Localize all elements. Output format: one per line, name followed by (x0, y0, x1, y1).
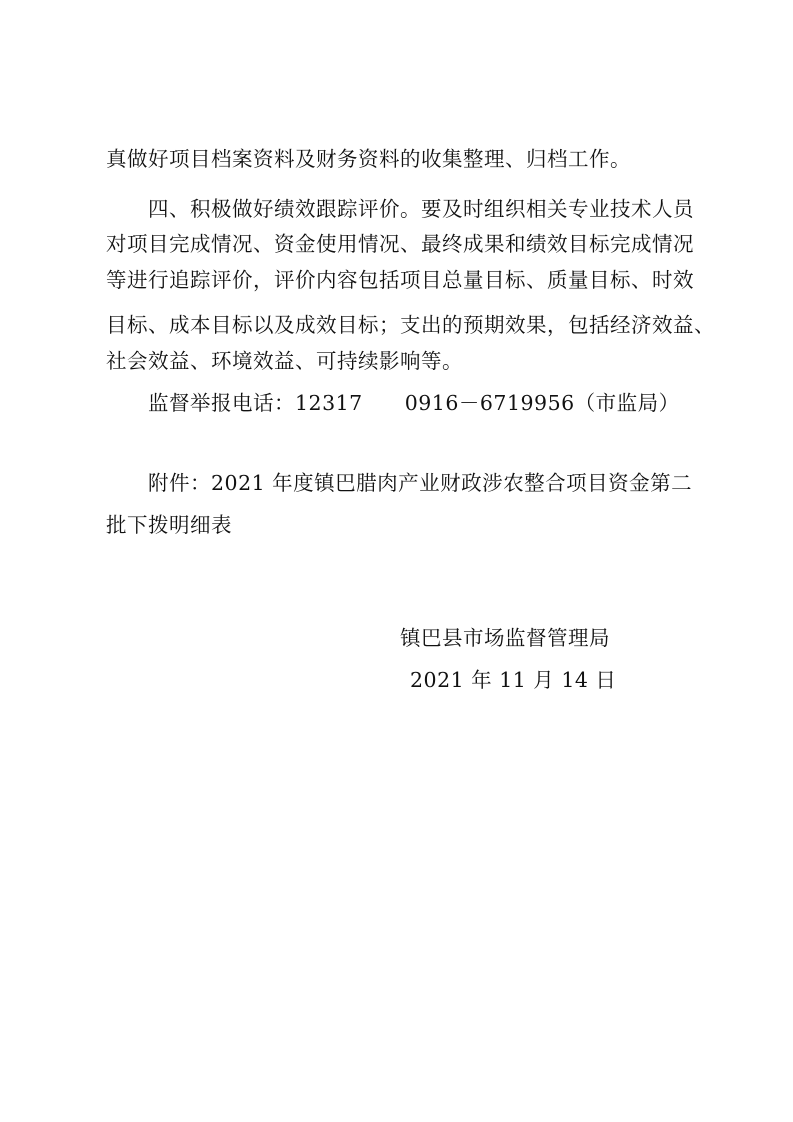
body-line-4: 等进行追踪评价，评价内容包括项目总量目标、质量目标、时效 (106, 268, 694, 292)
body-line-5: 目标、成本目标以及成效目标；支出的预期效果，包括经济效益、 (106, 313, 715, 337)
signature-org: 镇巴县市场监督管理局 (400, 626, 610, 650)
body-line-1: 真做好项目档案资料及财务资料的收集整理、归档工作。 (106, 147, 631, 171)
hotline-line: 监督举报电话：12317 0916－6719956（市监局） (148, 391, 680, 415)
body-line-6: 社会效益、环境效益、可持续影响等。 (106, 349, 463, 373)
attachment-line-1: 附件：2021 年度镇巴腊肉产业财政涉农整合项目资金第二 (148, 471, 693, 495)
attachment-line-2: 批下拨明细表 (106, 513, 232, 537)
signature-date: 2021 年 11 月 14 日 (410, 668, 617, 692)
body-line-2: 四、积极做好绩效跟踪评价。要及时组织相关专业技术人员 (148, 197, 694, 221)
body-line-3: 对项目完成情况、资金使用情况、最终成果和绩效目标完成情况 (106, 232, 694, 256)
